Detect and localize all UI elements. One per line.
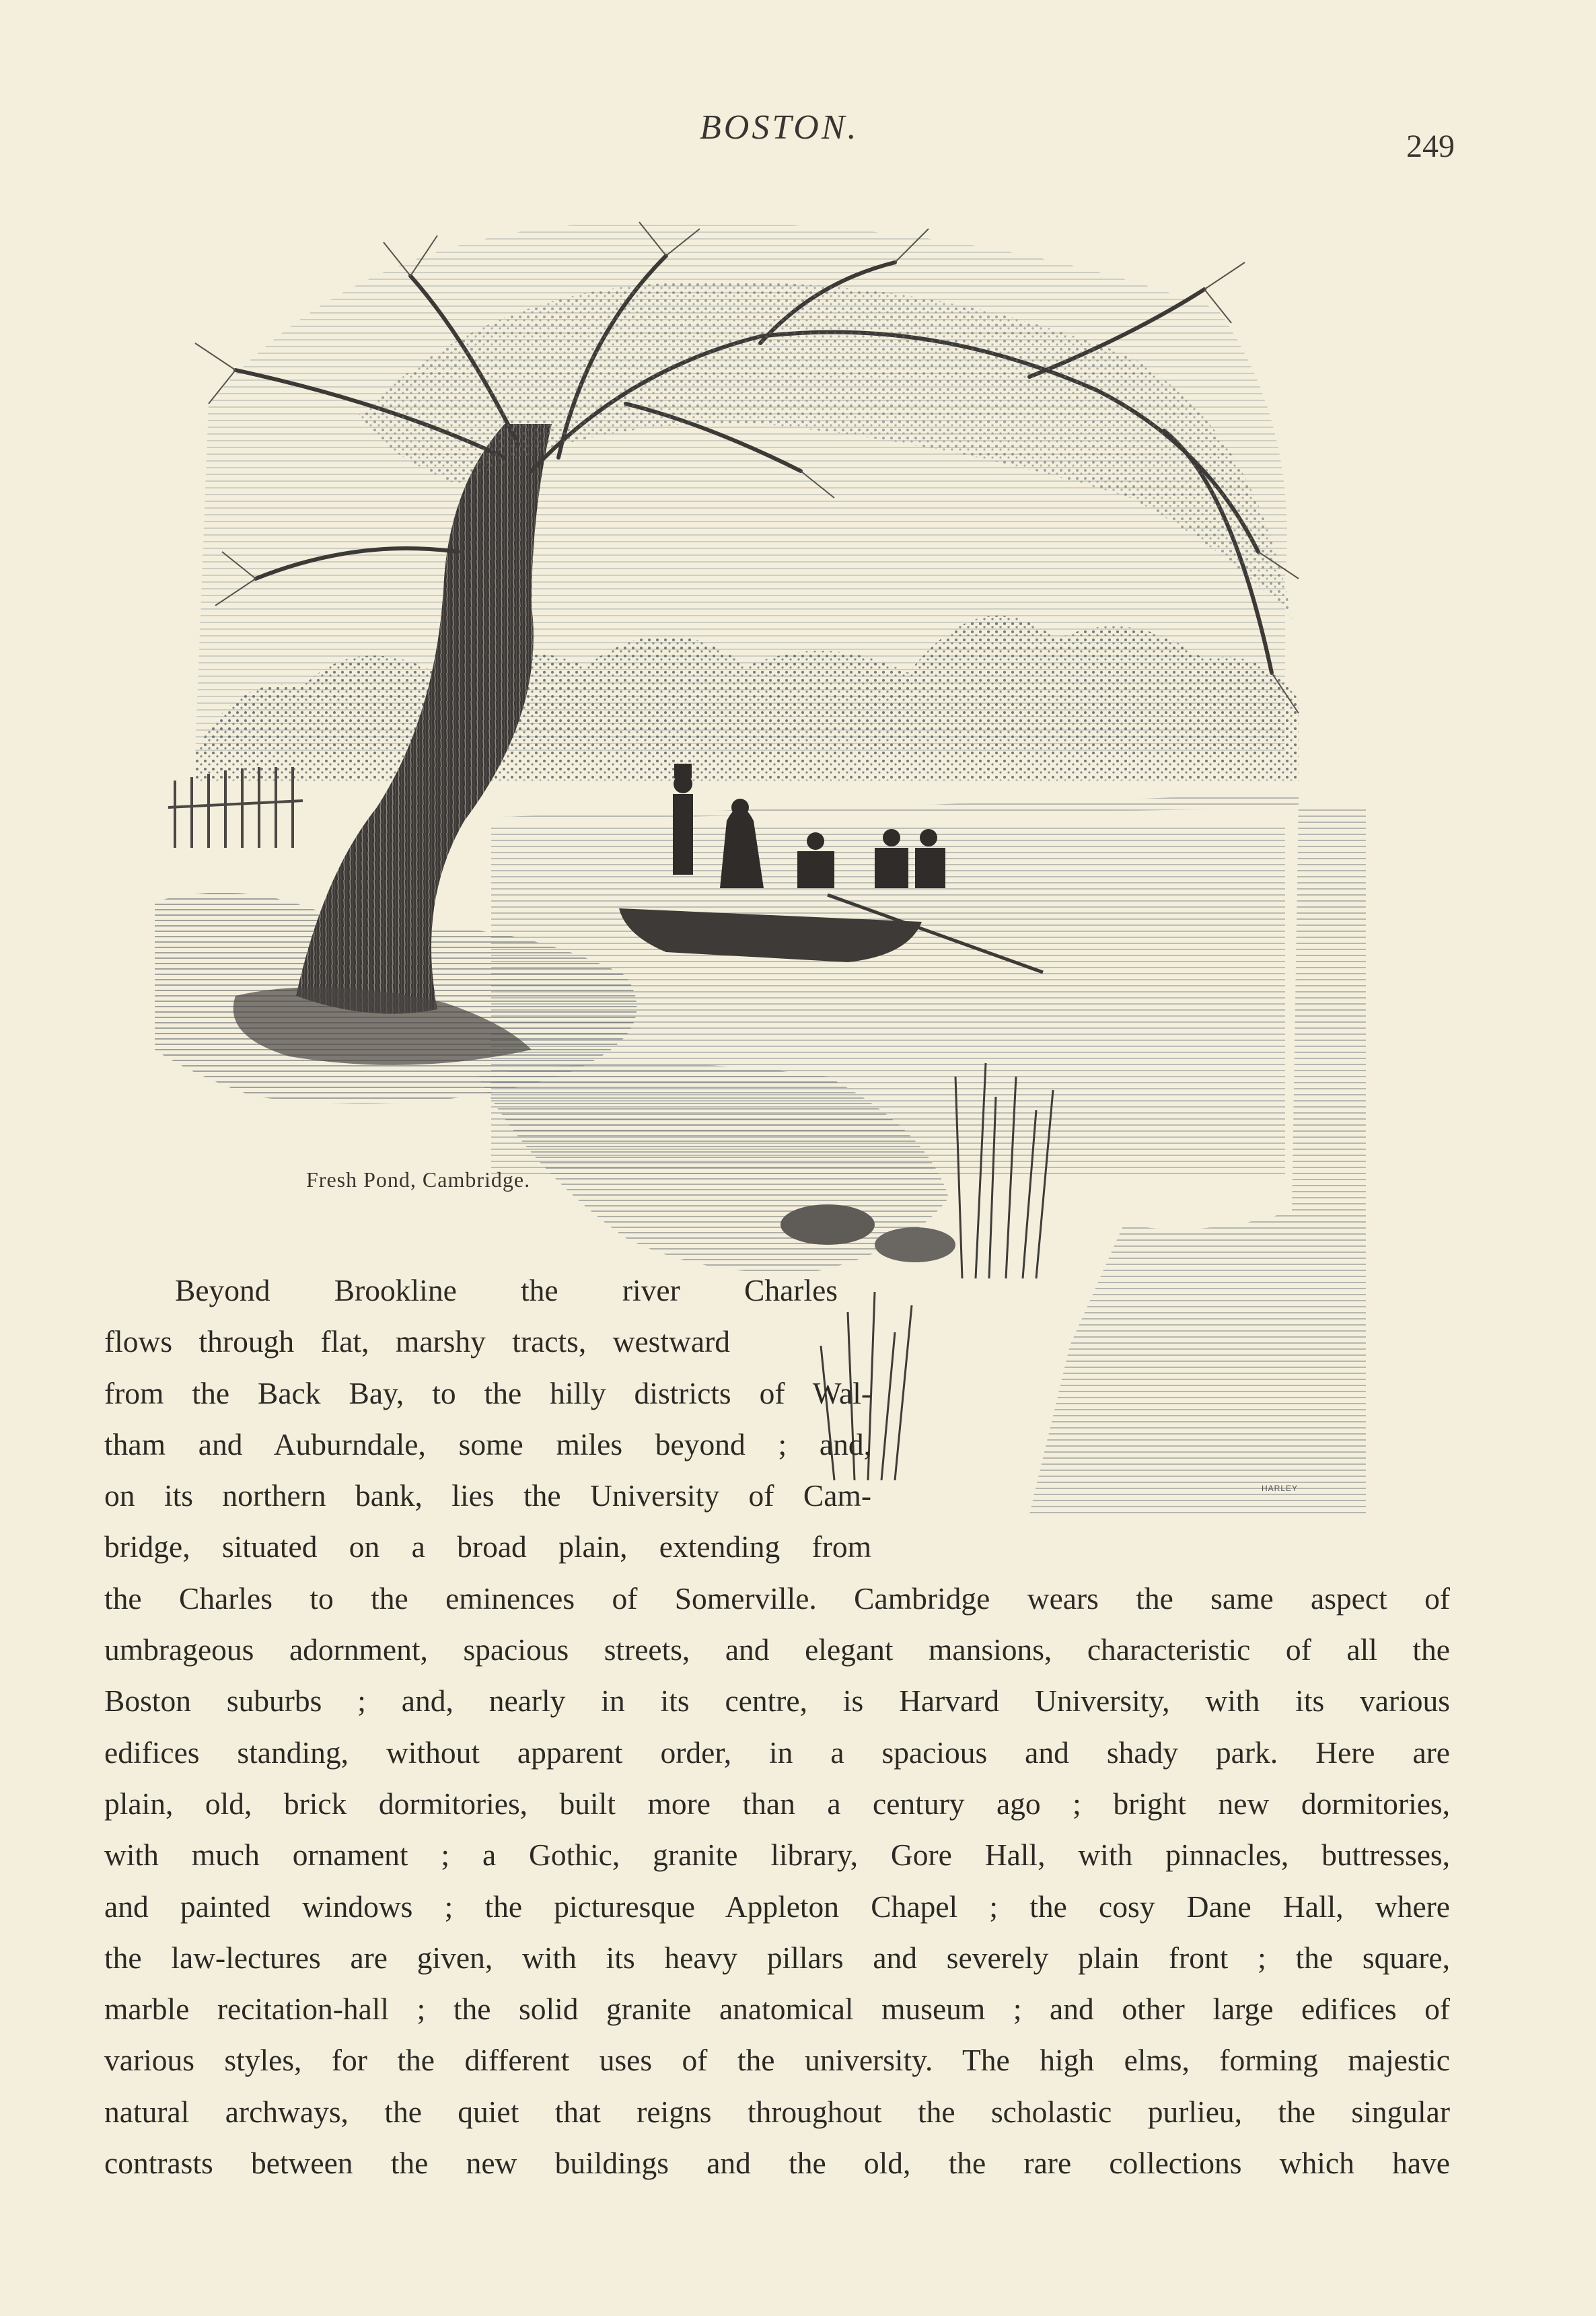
page-number: 249: [1406, 129, 1455, 164]
body-line: from the Back Bay, to the hilly districts of Wal-: [104, 1375, 871, 1410]
body-line: plain, old, brick dormitories, built more than a century ago ; bright new dormitories,: [104, 1786, 1450, 1821]
running-header: BOSTON.: [700, 108, 859, 147]
body-line: marble recitation-hall ; the solid granite anatomical museum ; and other large edifices of: [104, 1992, 1450, 2027]
body-line: natural archways, the quiet that reigns throughout the scholastic purlieu, the singular: [104, 2094, 1450, 2129]
body-line: various styles, for the different uses of the university. The high elms, forming majestic: [104, 2043, 1450, 2078]
body-line: umbrageous adornment, spacious streets, and elegant mansions, characteristic of all the: [104, 1632, 1450, 1667]
stones: [781, 1204, 875, 1245]
body-line: Boston suburbs ; and, nearly in its centre, is Harvard University, with its various: [104, 1684, 1450, 1718]
body-line: the Charles to the eminences of Somerville. Cambridge wears the same aspect of: [104, 1581, 1450, 1616]
engraver-signature: HARLEY: [1262, 1484, 1299, 1493]
body-line: on its northern bank, lies the University of Cam-: [104, 1478, 871, 1513]
illustration-caption: Fresh Pond, Cambridge.: [306, 1167, 531, 1192]
body-line: edifices standing, without apparent order, in a spacious and shady park. Here are: [104, 1735, 1450, 1770]
body-line: with much ornament ; a Gothic, granite library, Gore Hall, with pinnacles, buttresses,: [104, 1838, 1450, 1873]
body-line: Beyond Brookline the river Charles: [175, 1273, 838, 1307]
body-line: tham and Auburndale, some miles beyond ; and,: [104, 1426, 871, 1461]
body-line: contrasts between the new buildings and the old, the rare collections which have: [104, 2146, 1450, 2181]
body-text: [104, 1265, 1457, 2189]
body-line: and painted windows ; the picturesque Appleton Chapel ; the cosy Dane Hall, where: [104, 1889, 1450, 1924]
body-line: bridge, situated on a broad plain, extending from: [104, 1529, 871, 1564]
body-line: the law-lectures are given, with its heavy pillars and severely plain front ; the square,: [104, 1940, 1450, 1975]
body-line: flows through flat, marshy tracts, westward: [104, 1324, 730, 1359]
